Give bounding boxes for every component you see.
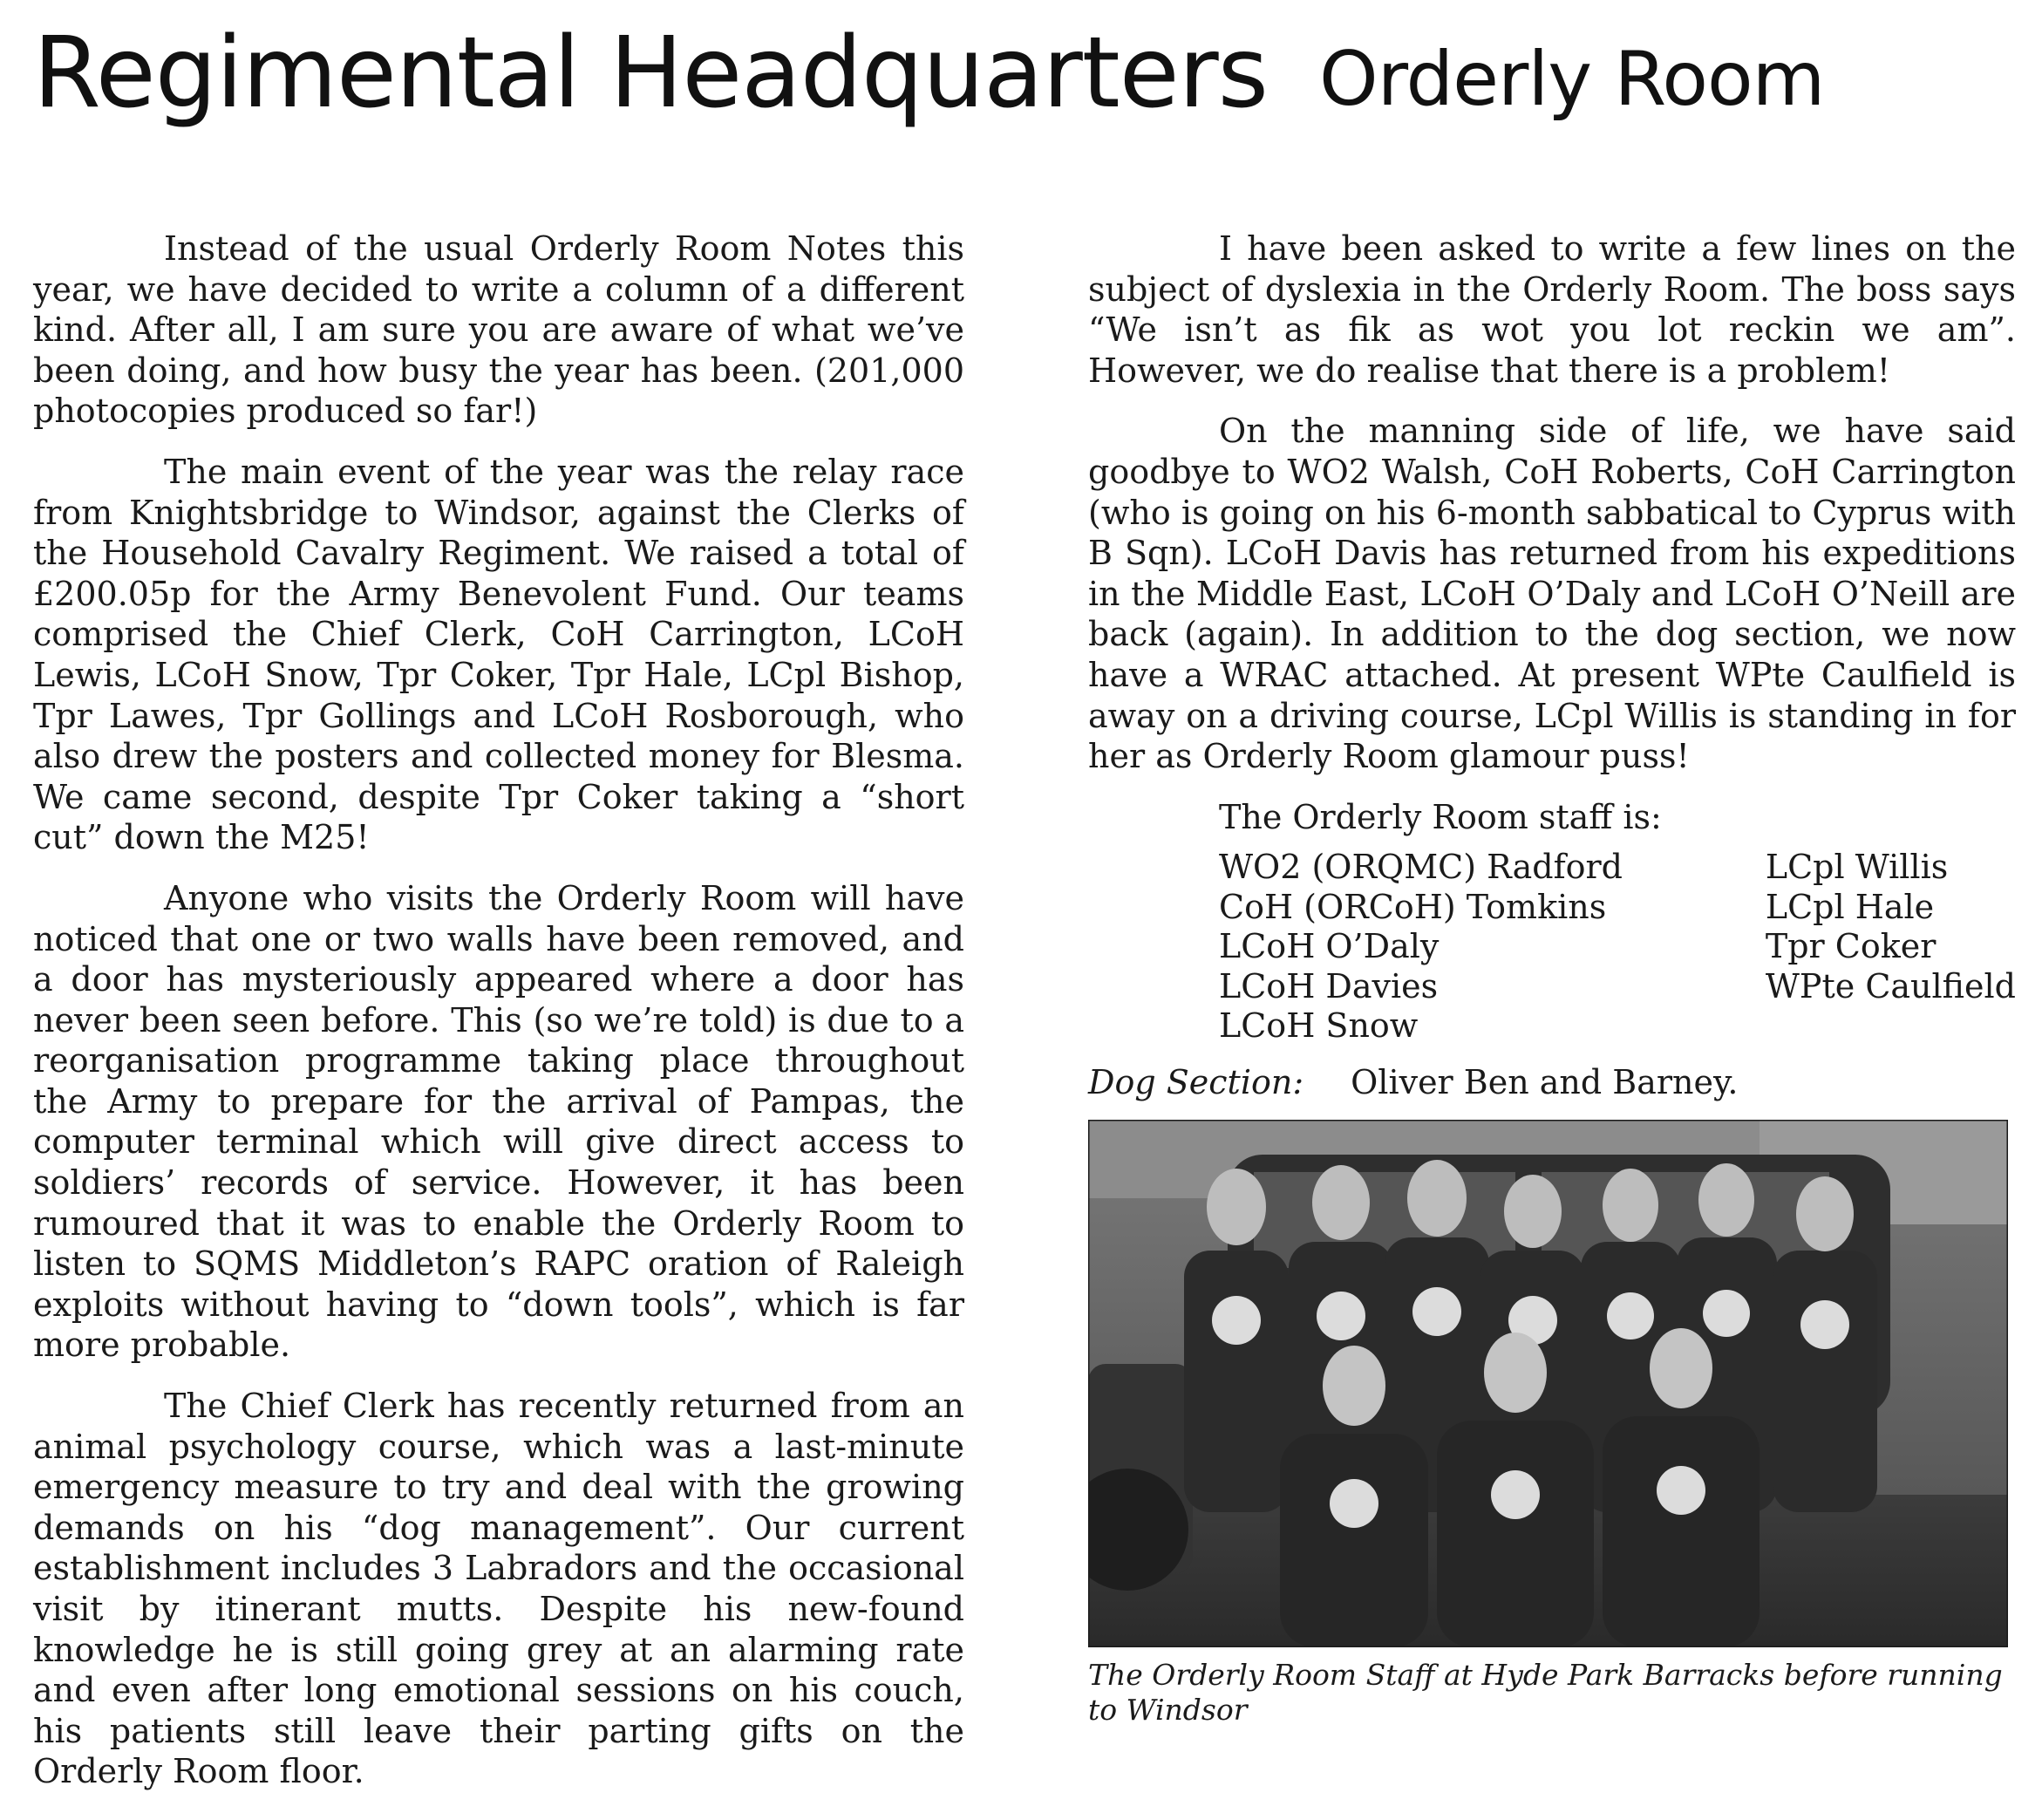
right-column <box>1088 228 2016 1728</box>
staff-name: Tpr Coker <box>1765 927 1936 966</box>
staff-name: LCoH O’Daly <box>1219 927 1440 966</box>
paragraph-intro: Instead of the usual Orderly Room Notes this year, we have decided to write a column of a different kind. After all, I am sure you are aware of what we’ve been doing, and how busy the year has been. (201,000 photocopies produced so far!) <box>33 229 964 431</box>
staff-name: LCoH Davies <box>1219 966 1439 1005</box>
paragraph-dyslexia: I have been asked to write a few lines on the subject of dyslexia in the Orderly Room. The boss says “We isn’t as fik as wot you lot reckin we am”. However, we do realise that there is a problem! <box>1088 229 2016 390</box>
dog-section-names: Oliver Ben and Barney. <box>1351 1062 1739 1101</box>
section-title: Orderly Room <box>1319 36 1825 123</box>
staff-list <box>1219 848 2016 1046</box>
staff-heading: The Orderly Room staff is: <box>1219 797 1662 836</box>
page-header <box>33 12 2012 143</box>
dog-section-line <box>1088 1060 2016 1104</box>
paragraph-manning: On the manning side of life, we have said goodbye to WO2 Walsh, CoH Roberts, CoH Carrington (who is going on his 6-month sabbatical to Cyprus with B Sqn). LCoH Davis has returned from his expeditions in the Middle East, LCoH O’Daly and LCoH O’Neill are back (again). In addition to the dog section, we now have a WRAC attached. At present WPte Caulfield is away on a driving course, LCpl Willis is standing in for her as Orderly Room glamour puss! <box>1088 412 2016 776</box>
dog-section-label: Dog Section: <box>1088 1062 1304 1101</box>
left-column <box>33 228 964 1812</box>
group-photo-illustration <box>1088 1120 2008 1647</box>
staff-name: WO2 (ORQMC) Radford <box>1219 848 1623 887</box>
page-title: Regimental Headquarters <box>33 17 1268 130</box>
staff-list-column-2 <box>1766 848 2016 1046</box>
paragraph-relay-race: The main event of the year was the relay race from Knightsbridge to Windsor, against the Clerks of the Household Cavalry Regiment. We raised a total of £200.05p for the Army Benevolent Fund. Our teams comprised the Chief Clerk, CoH Carrington, LCoH Lewis, LCoH Snow, Tpr Coker, Tpr Hale, LCpl Bishop, Tpr Lawes, Tpr Gollings and LCoH Rosborough, who also drew the posters and collected money for Blesma. We came second, despite Tpr Coker taking a “short cut” down the M25! <box>33 452 964 857</box>
paragraph-chief-clerk: The Chief Clerk has recently returned from an animal psychology course, which was a last-minute emergency measure to try and deal with the growing demands on his “dog management”. Our current establishment includes 3 Labradors and the occasional visit by itinerant mutts. Despite his new-found knowledge he is still going grey at an alarming rate and even after long emotional sessions on his couch, his patients still leave their parting gifts on the Orderly Room floor. <box>33 1387 964 1791</box>
staff-name: LCpl Willis <box>1765 848 1949 887</box>
staff-name: WPte Caulfield <box>1765 966 2016 1005</box>
staff-name: LCpl Hale <box>1765 887 1935 926</box>
group-photo <box>1088 1120 2008 1647</box>
staff-name: CoH (ORCoH) Tomkins <box>1219 887 1607 926</box>
staff-list-column-1 <box>1219 848 1766 1046</box>
staff-name: LCoH Snow <box>1219 1006 1419 1046</box>
paragraph-reorganisation: Anyone who visits the Orderly Room will have noticed that one or two walls have been removed, and a door has mysteriously appeared where a door has never been seen before. This (so we’re told) is due to a reorganisation programme taking place throughout the Army to prepare for the arrival of Pampas, the computer terminal which will give direct access to soldiers’ records of service. However, it has been rumoured that it was to enable the Orderly Room to listen to SQMS Middleton’s RAPC oration of Raleigh exploits without having to “down tools”, which is far more probable. <box>33 878 964 1365</box>
photo-caption: The Orderly Room Staff at Hyde Park Barracks before running to Windsor <box>1088 1657 2003 1727</box>
